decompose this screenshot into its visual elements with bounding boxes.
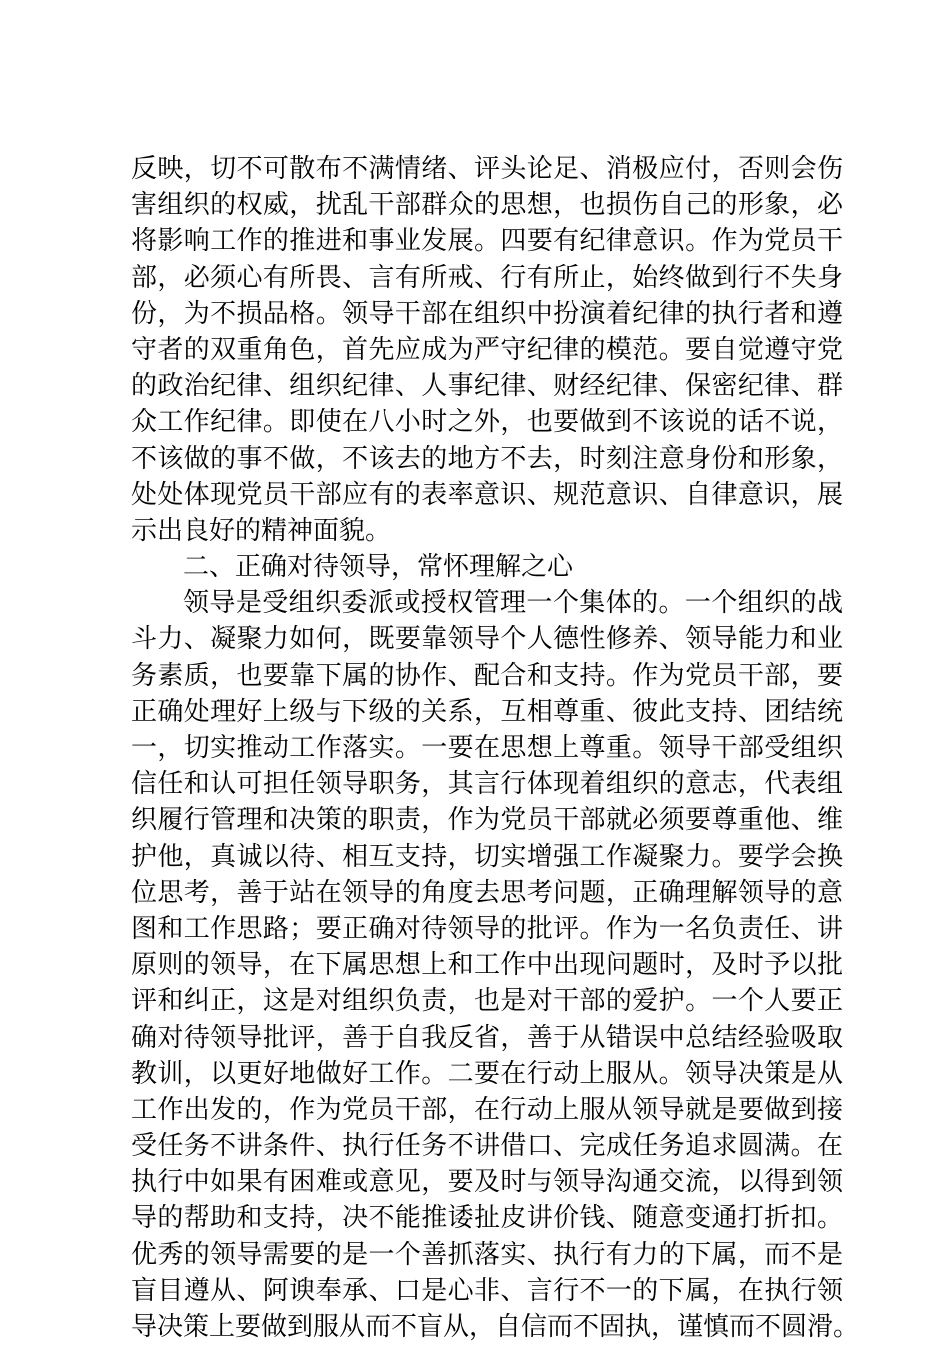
text-line: 不该做的事不做，不该去的地方不去，时刻注意身份和形象， <box>131 443 843 474</box>
text-line: 评和纠正，这是对组织负责，也是对干部的爱护。一个人要正 <box>131 986 843 1017</box>
text-line: 害组织的权威，扰乱干部群众的思想，也损伤自己的形象，必 <box>131 190 843 221</box>
text-line: 领导是受组织委派或授权管理一个集体的。一个组织的战 <box>183 588 843 619</box>
text-line: 护他，真诚以待、相互支持，切实增强工作凝聚力。要学会换 <box>131 841 843 872</box>
text-line: 处处体现党员干部应有的表率意识、规范意识、自律意识，展 <box>131 479 843 510</box>
text-line: 确对待领导批评，善于自我反省，善于从错误中总结经验吸取 <box>131 1022 843 1053</box>
text-line: 正确处理好上级与下级的关系，互相尊重、彼此支持、团结统 <box>131 696 843 727</box>
text-line: 务素质，也要靠下属的协作、配合和支持。作为党员干部，要 <box>131 660 843 691</box>
text-line: 示出良好的精神面貌。 <box>131 515 392 546</box>
text-line: 位思考，善于站在领导的角度去思考问题，正确理解领导的意 <box>131 877 843 908</box>
text-line: 优秀的领导需要的是一个善抓落实、执行有力的下属，而不是 <box>131 1239 843 1270</box>
text-line: 一，切实推动工作落实。一要在思想上尊重。领导干部受组织 <box>131 733 843 763</box>
text-line: 将影响工作的推进和事业发展。四要有纪律意识。作为党员干 <box>131 226 843 257</box>
text-line: 受任务不讲条件、执行任务不讲借口、完成任务追求圆满。在 <box>131 1131 843 1162</box>
text-line: 导决策上要做到服从而不盲从，自信而不固执，谨慎而不圆滑。 <box>131 1312 860 1342</box>
text-line: 原则的领导，在下属思想上和工作中出现问题时，及时予以批 <box>131 950 843 981</box>
text-line: 反映，切不可散布不满情绪、评头论足、消极应付，否则会伤 <box>131 154 843 184</box>
text-line: 守者的双重角色，首先应成为严守纪律的模范。要自觉遵守党 <box>131 334 843 365</box>
text-line: 份，为不损品格。领导干部在组织中扮演着纪律的执行者和遵 <box>131 298 843 329</box>
text-line: 信任和认可担任领导职务，其言行体现着组织的意志，代表组 <box>131 769 843 800</box>
text-line: 导的帮助和支持，决不能推诿扯皮讲价钱、随意变通打折扣。 <box>131 1203 843 1234</box>
text-line: 的政治纪律、组织纪律、人事纪律、财经纪律、保密纪律、群 <box>131 371 843 402</box>
text-line: 图和工作思路；要正确对待领导的批评。作为一名负责任、讲 <box>131 913 843 944</box>
section-heading: 二、正确对待领导，常怀理解之心 <box>183 552 574 583</box>
text-line: 部，必须心有所畏、言有所戒、行有所止，始终做到行不失身 <box>131 262 843 293</box>
text-line: 执行中如果有困难或意见，要及时与领导沟通交流，以得到领 <box>131 1167 843 1198</box>
text-line: 众工作纪律。即使在八小时之外，也要做到不该说的话不说， <box>131 407 843 438</box>
text-line: 工作出发的，作为党员干部，在行动上服从领导就是要做到接 <box>131 1094 843 1125</box>
text-line: 斗力、凝聚力如何，既要靠领导个人德性修养、领导能力和业 <box>131 624 843 655</box>
document-body <box>131 151 860 1345</box>
text-line: 盲目遵从、阿谀奉承、口是心非、言行不一的下属，在执行领 <box>131 1275 843 1306</box>
text-line: 教训，以更好地做好工作。二要在行动上服从。领导决策是从 <box>131 1058 843 1089</box>
text-line: 织履行管理和决策的职责，作为党员干部就必须要尊重他、维 <box>131 805 843 836</box>
